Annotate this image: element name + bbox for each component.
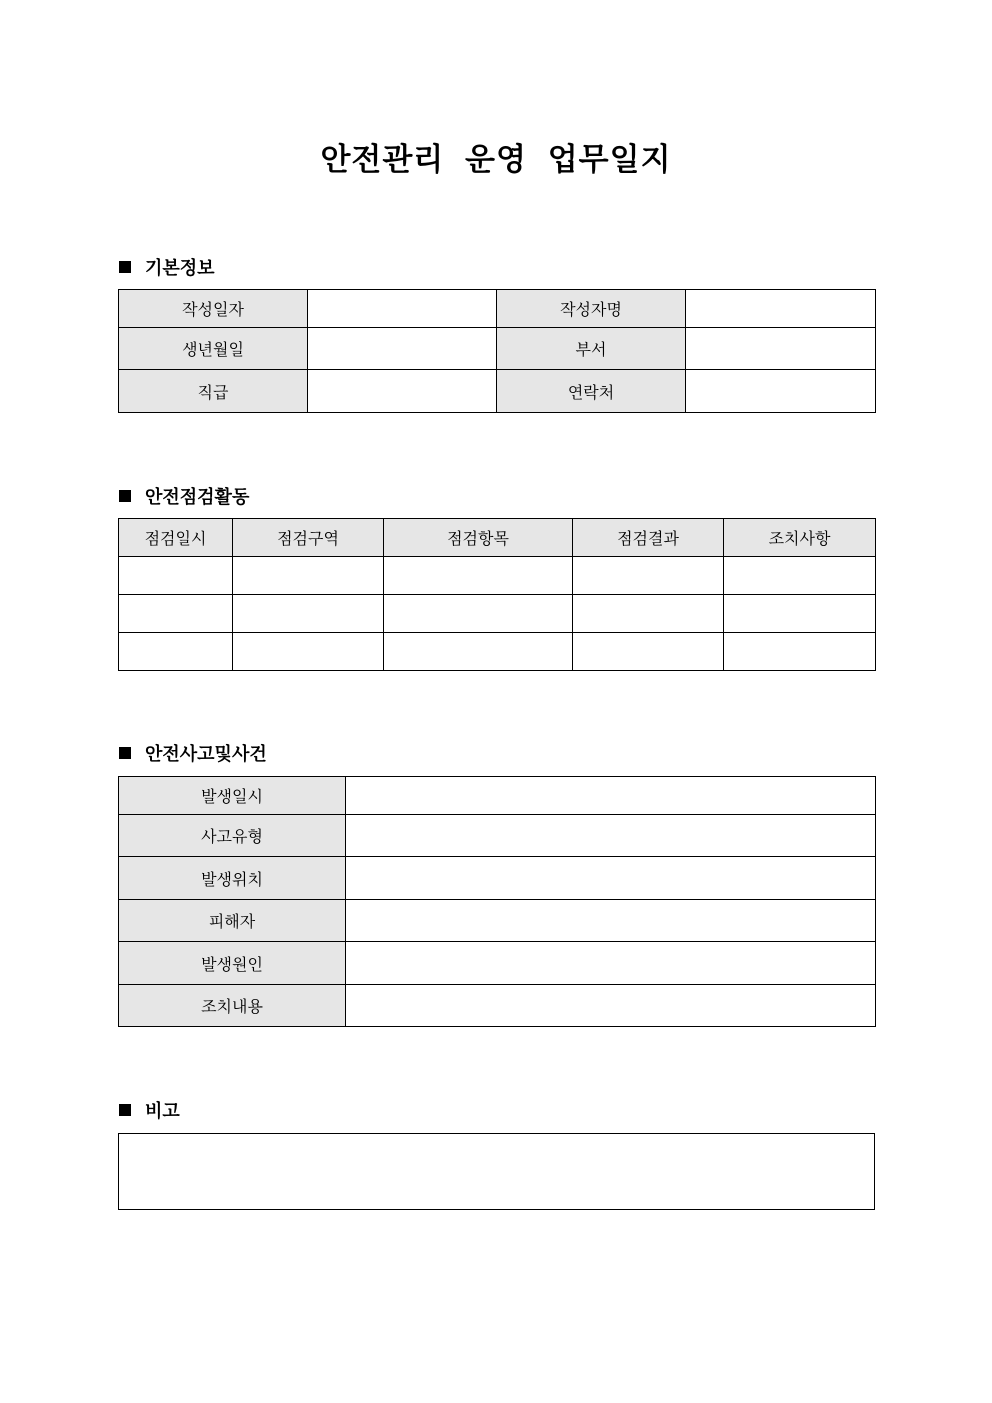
table-row — [119, 942, 876, 985]
table-row — [119, 290, 876, 328]
label-cell: 발생원인 — [119, 942, 346, 985]
table-row — [119, 1134, 875, 1210]
value-cell[interactable] — [308, 290, 497, 328]
value-cell[interactable] — [346, 900, 876, 942]
section-heading-basic-info — [119, 254, 215, 280]
value-cell[interactable] — [119, 595, 233, 633]
value-cell[interactable] — [384, 557, 573, 595]
label-cell: 부서 — [497, 328, 686, 370]
label-cell: 직급 — [119, 370, 308, 413]
label-cell: 발생일시 — [119, 777, 346, 815]
table-row — [119, 557, 876, 595]
square-bullet-icon — [119, 261, 131, 273]
value-cell[interactable] — [384, 633, 573, 671]
value-cell[interactable] — [686, 328, 876, 370]
column-header: 점검일시 — [119, 519, 233, 557]
label-cell: 연락처 — [497, 370, 686, 413]
square-bullet-icon — [119, 1104, 131, 1116]
column-header: 점검항목 — [384, 519, 573, 557]
column-header: 점검결과 — [573, 519, 724, 557]
value-cell[interactable] — [346, 985, 876, 1027]
value-cell[interactable] — [119, 557, 233, 595]
section-title: 기본정보 — [145, 258, 215, 279]
accident-table — [118, 776, 876, 1027]
value-cell[interactable] — [686, 370, 876, 413]
value-cell[interactable] — [686, 290, 876, 328]
square-bullet-icon — [119, 490, 131, 502]
inspection-table — [118, 518, 876, 671]
table-row — [119, 985, 876, 1027]
page-title: 안전관리 운영 업무일지 — [320, 142, 672, 178]
value-cell[interactable] — [573, 595, 724, 633]
table-row — [119, 857, 876, 900]
label-cell: 발생위치 — [119, 857, 346, 900]
value-cell[interactable] — [724, 595, 876, 633]
value-cell[interactable] — [233, 633, 384, 671]
label-cell: 작성자명 — [497, 290, 686, 328]
label-cell: 조치내용 — [119, 985, 346, 1027]
value-cell[interactable] — [308, 328, 497, 370]
table-row — [119, 328, 876, 370]
value-cell[interactable] — [346, 857, 876, 900]
value-cell[interactable] — [119, 633, 233, 671]
section-heading-accident — [119, 740, 267, 766]
section-title: 안전점검활동 — [145, 487, 250, 508]
value-cell[interactable] — [308, 370, 497, 413]
remarks-field[interactable] — [119, 1134, 875, 1210]
value-cell[interactable] — [573, 557, 724, 595]
table-row — [119, 633, 876, 671]
label-cell: 작성일자 — [119, 290, 308, 328]
label-cell: 피해자 — [119, 900, 346, 942]
table-row — [119, 900, 876, 942]
table-row — [119, 777, 876, 815]
value-cell[interactable] — [233, 595, 384, 633]
section-heading-inspection — [119, 483, 249, 509]
section-title: 안전사고및사건 — [145, 744, 267, 765]
value-cell[interactable] — [346, 777, 876, 815]
section-title: 비고 — [145, 1101, 180, 1122]
label-cell: 생년월일 — [119, 328, 308, 370]
basic-info-table — [118, 289, 876, 413]
table-row — [119, 595, 876, 633]
column-header: 점검구역 — [233, 519, 384, 557]
value-cell[interactable] — [724, 557, 876, 595]
value-cell[interactable] — [346, 815, 876, 857]
square-bullet-icon — [119, 747, 131, 759]
label-cell: 사고유형 — [119, 815, 346, 857]
value-cell[interactable] — [384, 595, 573, 633]
remarks-table — [118, 1133, 875, 1210]
value-cell[interactable] — [573, 633, 724, 671]
column-header: 조치사항 — [724, 519, 876, 557]
table-row — [119, 815, 876, 857]
value-cell[interactable] — [233, 557, 384, 595]
table-header-row — [119, 519, 876, 557]
value-cell[interactable] — [346, 942, 876, 985]
value-cell[interactable] — [724, 633, 876, 671]
table-row — [119, 370, 876, 413]
section-heading-remarks — [119, 1097, 180, 1123]
